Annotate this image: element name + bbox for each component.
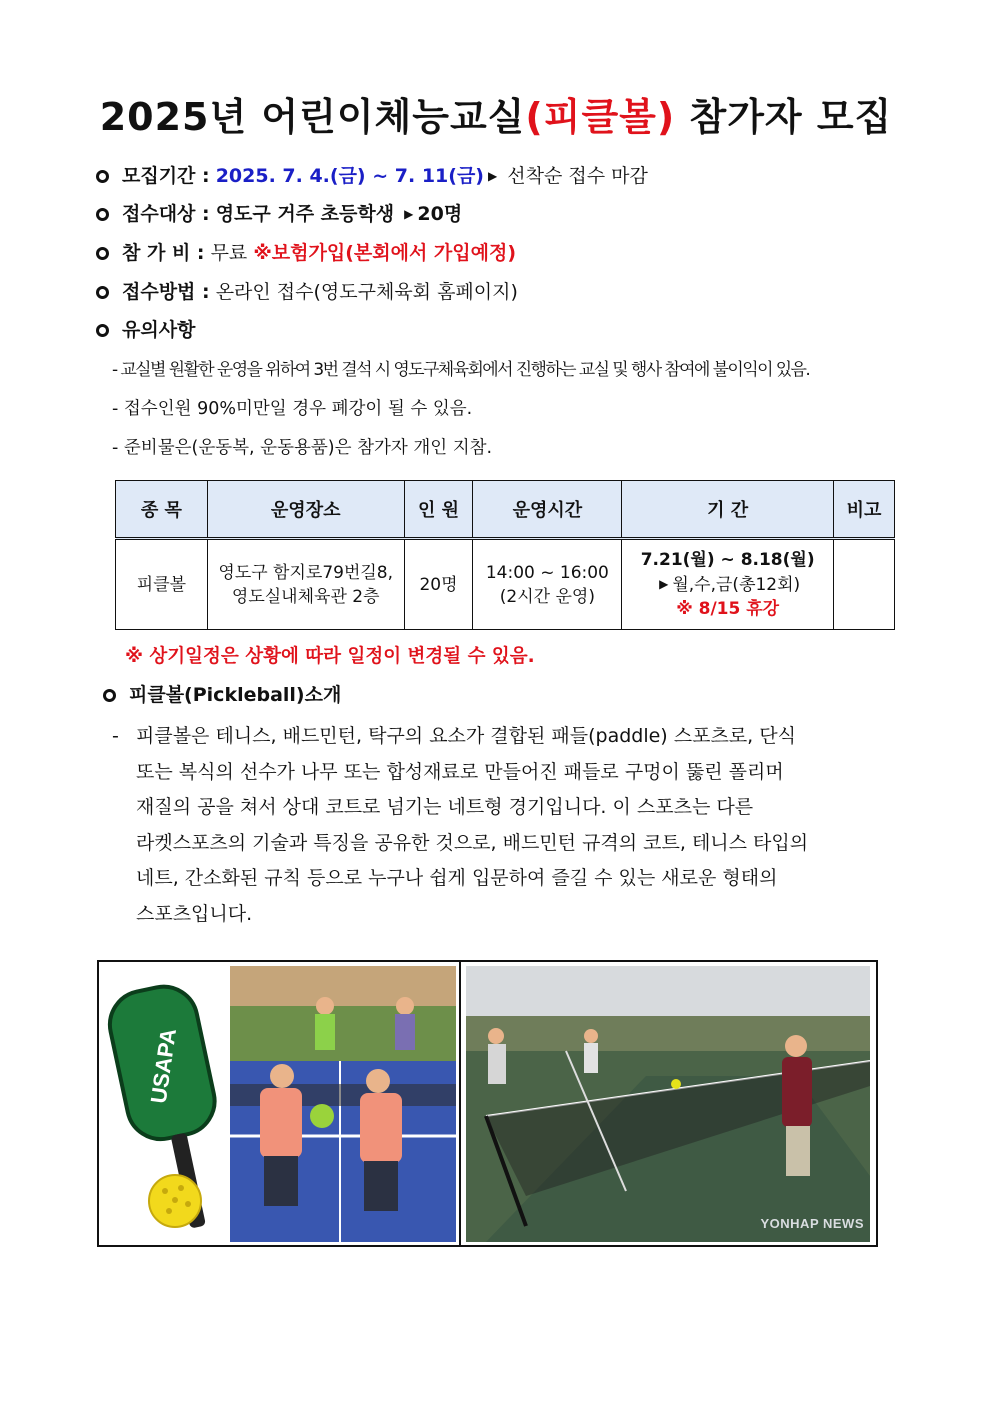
method-label: 접수방법 : xyxy=(122,281,210,303)
title-prefix: 2025년 어린이체능교실 xyxy=(99,95,526,139)
info-method xyxy=(96,278,518,306)
target-label: 접수대상 : xyxy=(122,203,210,225)
cell-time xyxy=(473,539,622,630)
venue-line: 영도구 함지로79번길8, xyxy=(218,562,394,583)
intro-line: 라켓스포츠의 기술과 특징을 공유한 것으로, 배드민턴 규격의 코트, 테니스 타입의 xyxy=(136,831,809,854)
schedule-caution: ※ 상기일정은 상황에 따라 일정이 변경될 수 있음. xyxy=(125,646,535,667)
method-value: 온라인 접수(영도구체육회 홈페이지) xyxy=(215,281,518,303)
note-text: 준비물은(운동복, 운동용품)은 참가자 개인 지참. xyxy=(123,438,493,458)
triangle-right-icon: ▶ xyxy=(404,207,414,221)
time-line: (2시간 운영) xyxy=(499,586,595,607)
header-remark: 비고 xyxy=(834,481,895,539)
court-photo xyxy=(466,966,870,1242)
note-text: 교실별 원활한 운영을 위하여 3번 결석 시 영도구체육회에서 진행하는 교실 및 행사 참여에 불이익이 있음. xyxy=(120,360,810,380)
circle-bullet-icon xyxy=(96,286,109,299)
svg-text:USAPA: USAPA xyxy=(145,1026,181,1105)
cell-sport: 피클볼 xyxy=(116,539,208,630)
period-extra: 선착순 접수 마감 xyxy=(507,165,648,187)
note-text: 접수인원 90%미만일 경우 폐강이 될 수 있음. xyxy=(123,399,473,419)
period-days xyxy=(626,572,829,597)
info-target xyxy=(96,200,462,228)
cell-remark xyxy=(834,539,895,630)
time-line: 14:00 ~ 16:00 xyxy=(485,562,609,583)
title-suffix: 참가자 모집 xyxy=(675,95,893,139)
header-venue: 운영장소 xyxy=(207,481,404,539)
schedule-table xyxy=(115,480,895,630)
circle-bullet-icon xyxy=(96,208,109,221)
paddle-ball-image xyxy=(103,966,233,1241)
photo-panel xyxy=(97,960,878,1247)
target-extra: 20명 xyxy=(417,203,463,225)
fee-value: 무료 xyxy=(210,242,248,264)
intro-heading xyxy=(103,681,341,709)
page-title xyxy=(0,86,992,141)
header-period: 기 간 xyxy=(622,481,834,539)
intro-line: 또는 복식의 선수가 나무 또는 합성재료로 만들어진 패들로 구멍이 뚫린 폴리머 xyxy=(136,760,784,783)
period-holiday: ※ 8/15 휴강 xyxy=(676,599,780,619)
circle-bullet-icon xyxy=(96,170,109,183)
note-item: - 접수인원 90%미만일 경우 폐강이 될 수 있음. xyxy=(112,399,473,419)
photo-divider xyxy=(459,962,461,1245)
fee-extra: ※보험가입(본회에서 가입예정) xyxy=(253,242,517,264)
intro-line: 스포츠입니다. xyxy=(136,902,253,925)
note-item: - 교실별 원활한 운영을 위하여 3번 결석 시 영도구체육회에서 진행하는 교실 및 행사 참여에 불이익이 있음. xyxy=(112,360,810,380)
notes-label: 유의사항 xyxy=(122,319,196,341)
header-time: 운영시간 xyxy=(473,481,622,539)
watermark: YONHAP NEWS xyxy=(760,1216,864,1231)
info-fee xyxy=(96,239,516,267)
circle-bullet-icon xyxy=(103,689,116,702)
period-dates: 7.21(월) ~ 8.18(월) xyxy=(640,550,815,570)
intro-line: 재질의 공을 쳐서 상대 코트로 넘기는 네트형 경기입니다. 이 스포츠는 다른 xyxy=(136,796,754,818)
venue-line: 영도실내체육관 2층 xyxy=(231,586,380,607)
period-label: 모집기간 : xyxy=(122,165,210,187)
players-photo xyxy=(230,966,456,1242)
fee-label: 참 가 비 : xyxy=(122,242,205,264)
target-value: 영도구 거주 초등학생 xyxy=(215,203,395,225)
period-value: 2025. 7. 4.(금) ~ 7. 11(금) xyxy=(215,165,484,187)
cell-people: 20명 xyxy=(404,539,473,630)
period-days-text: 월,수,금(총12회) xyxy=(672,575,801,595)
intro-line: 피클볼은 테니스, 배드민턴, 탁구의 요소가 결합된 패들(paddle) 스포츠로, 단식 xyxy=(136,725,796,747)
header-sport: 종 목 xyxy=(116,481,208,539)
header-people: 인 원 xyxy=(404,481,473,539)
info-notes-heading xyxy=(96,316,195,344)
dash-marker: - xyxy=(112,725,119,747)
intro-line: 네트, 간소화된 규칙 등으로 누구나 쉽게 입문하여 즐길 수 있는 새로운 형태의 xyxy=(136,867,778,889)
cell-period xyxy=(622,539,834,630)
info-period xyxy=(96,162,648,190)
triangle-right-icon: ▶ xyxy=(487,169,498,183)
title-highlight: (피클볼) xyxy=(525,95,676,139)
table-header-row xyxy=(116,481,895,539)
intro-title: 피클볼(Pickleball)소개 xyxy=(129,684,342,706)
circle-bullet-icon xyxy=(96,247,109,260)
circle-bullet-icon xyxy=(96,324,109,337)
table-row xyxy=(116,539,895,630)
cell-venue xyxy=(207,539,404,630)
triangle-right-icon: ▶ xyxy=(659,577,669,591)
note-item: - 준비물은(운동복, 운동용품)은 참가자 개인 지참. xyxy=(112,438,493,458)
intro-description xyxy=(112,719,902,932)
